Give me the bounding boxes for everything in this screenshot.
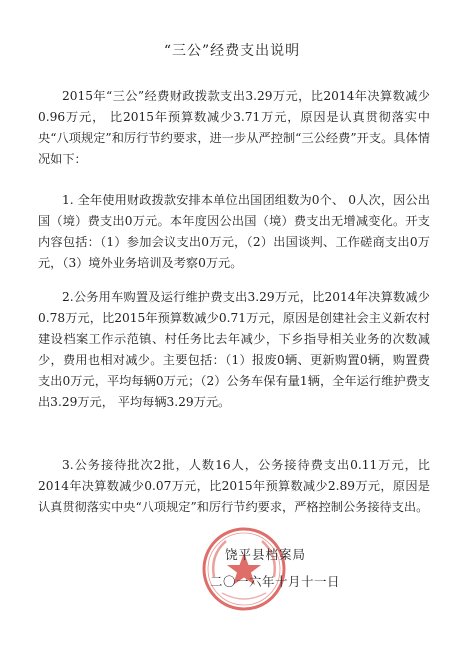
signature-unit: 饶平县档案局: [225, 547, 307, 562]
paragraph-vehicle-expenses: 2.公务用车购置及运行维护费支出3.29万元，比2014年决算数减少0.78万元，比2015年预算数减少0.71万元，原因是创建社会主义新农村建设档案工作示范镇、村任务比去年减少，下乡指导相关业务的次数减少，费用也相对减少。主要包括：（1）报废0辆、更新购置0辆，购置费支出0万元，平均每辆0万元；（2）公务车保有量1辆，全年运行维护费支出3.29万元， 平均每辆3.29万元。: [38, 290, 430, 409]
signature-date: 二〇一六年十月十一日: [210, 574, 341, 589]
paragraph-summary: 2015年“三公”经费财政拨款支出3.29万元，比2014年决算数减少0.96万元， 比2015年预算数减少3.71万元，原因是认真贯彻落实中央“八项规定”和厉行节约要求，进一步从严控制“三公经费”开支。具体情况如下：: [38, 89, 430, 166]
seal-stamp-icon: [200, 525, 288, 613]
paragraph-reception-expenses: 3.公务接待批次2批，人数16人，公务接待费支出0.11万元，比2014年决算数减少0.07万元，比2015年预算数减少2.89万元，原因是认真贯彻落实中央“八项规定”和厉行节约要求，严格控制公务接待支出。: [38, 458, 430, 514]
official-seal: [200, 525, 288, 613]
document-title: “三公”经费支出说明: [163, 43, 301, 59]
paragraph-overseas-expenses: 1. 全年使用财政拨款安排本单位出国团组数为0个、 0人次，因公出国（境）费支出0万元。本年度因公出国（境）费支出无增减变化。开支内容包括：（1）参加会议支出0万元，（2）出国谈判、工作磋商支出0万元，（3）境外业务培训及考察0万元。: [38, 193, 430, 270]
